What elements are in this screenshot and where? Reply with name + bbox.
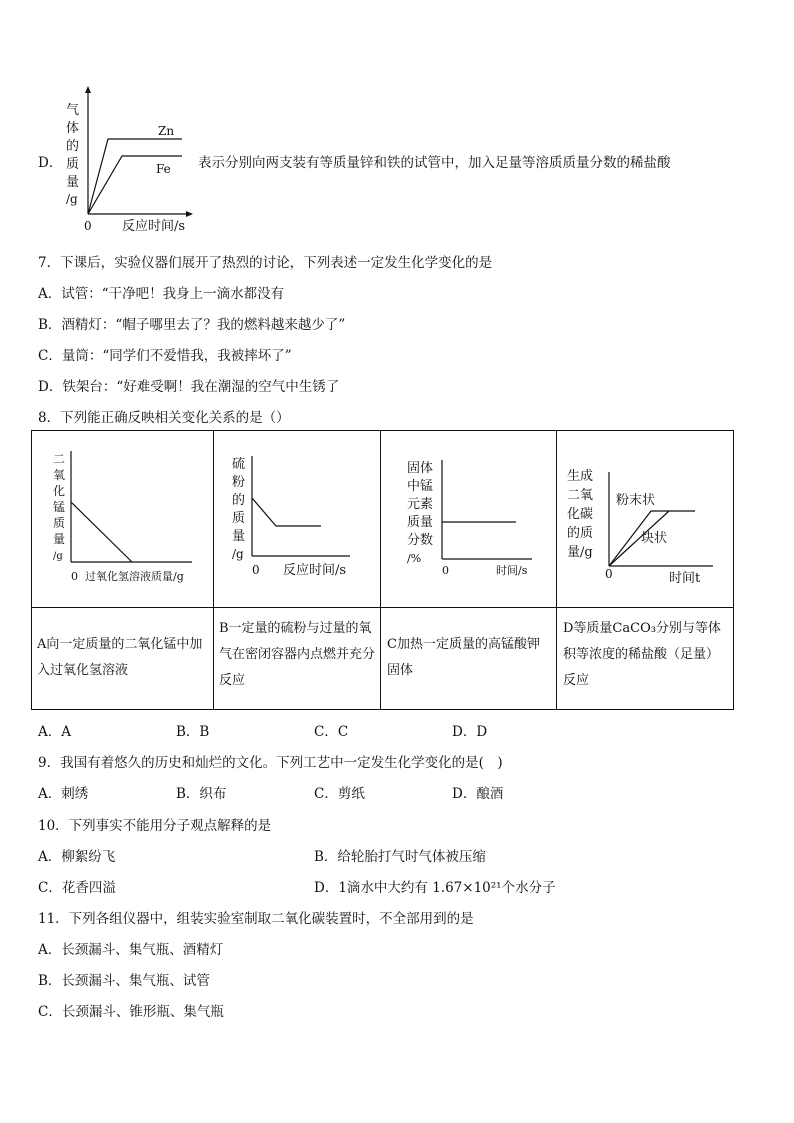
q8c-ylabel-2: 元素 bbox=[407, 497, 434, 512]
q7-option-d: D．铁架台：“好难受啊！我在潮湿的空气中生锈了 bbox=[38, 379, 340, 395]
q6-option-d-text: 表示分别向两支装有等质量锌和铁的试管中，加入足量等溶质质量分数的稀盐酸 bbox=[198, 155, 671, 171]
q8a-ylabel-1: 氧 bbox=[53, 468, 66, 482]
q6-graph-xlabel: 反应时间/s bbox=[122, 219, 186, 234]
q8a-xlabel: 过氧化氢溶液质量/g bbox=[85, 570, 184, 583]
q9-option-c: C．剪纸 bbox=[314, 786, 365, 802]
q10-option-c: C．花香四溢 bbox=[38, 880, 116, 896]
q10-option-a: A．柳絮纷飞 bbox=[38, 849, 116, 865]
q11-option-b: B．长颈漏斗、集气瓶、试管 bbox=[38, 973, 210, 989]
q8a-ylabel-0: 二 bbox=[53, 452, 66, 466]
q9-stem: 9．我国有着悠久的历史和灿烂的文化。下列工艺中一定发生化学变化的是( ) bbox=[38, 755, 503, 771]
q8a-ylabel-3: 锰 bbox=[53, 500, 66, 514]
q8b-ylabel-2: 的 bbox=[232, 493, 246, 508]
q8b-ylabel-5: /g bbox=[232, 547, 244, 561]
q6-graph-ylabel-4: 量 bbox=[66, 175, 80, 190]
q8b-origin: 0 bbox=[252, 563, 260, 577]
q8c-ylabel-0: 固体 bbox=[407, 461, 434, 476]
q8b-ylabel-4: 量 bbox=[232, 529, 246, 544]
q8-graph-d bbox=[565, 468, 725, 592]
q8c-ylabel-4: 分数 bbox=[407, 533, 434, 548]
q9-option-a: A．刺绣 bbox=[38, 786, 89, 802]
q8d-ylabel-1: 二氧 bbox=[567, 488, 594, 503]
q10-stem: 10．下列事实不能用分子观点解释的是 bbox=[38, 818, 272, 834]
q10-option-d: D．1滴水中大约有 1.67×10²¹个水分子 bbox=[314, 880, 556, 896]
q8c-origin: 0 bbox=[442, 564, 449, 577]
q8c-xlabel: 时间/s bbox=[496, 564, 528, 577]
q6-graph-ylabel-1: 体 bbox=[66, 121, 80, 136]
q6-graph bbox=[60, 84, 200, 236]
q8b-ylabel-1: 粉 bbox=[232, 475, 246, 490]
q8c-ylabel-3: 质量 bbox=[407, 515, 434, 530]
q8-graph-b bbox=[228, 452, 368, 580]
q7-stem: 7．下课后，实验仪器们展开了热烈的讨论，下列表述一定发生化学变化的是 bbox=[38, 255, 493, 271]
q8b-xlabel: 反应时间/s bbox=[283, 563, 347, 578]
q8a-ylabel-5: 量 bbox=[53, 532, 66, 546]
q8d-powder-label: 粉末状 bbox=[616, 493, 656, 508]
q7-option-c: C．量筒：“同学们不爱惜我，我被摔坏了” bbox=[38, 348, 292, 364]
q8-graph-c bbox=[400, 456, 540, 582]
q8-graph-a bbox=[40, 445, 210, 590]
q8-desc-c: C加热一定质量的高锰酸钾固体 bbox=[387, 637, 540, 678]
q9-option-b: B．织布 bbox=[176, 786, 227, 802]
q8d-lump-label: 块状 bbox=[641, 531, 668, 546]
q8d-ylabel-2: 化碳 bbox=[567, 507, 594, 522]
q6-graph-ylabel-3: 质 bbox=[66, 157, 80, 172]
q8-answer-c: C．C bbox=[314, 724, 349, 740]
q8c-ylabel-1: 中锰 bbox=[407, 479, 434, 494]
q8a-ylabel-6: /g bbox=[53, 551, 63, 562]
q11-stem: 11．下列各组仪器中，组装实验室制取二氧化碳装置时，不全部用到的是 bbox=[38, 911, 474, 927]
q6-graph-ylabel-0: 气 bbox=[66, 103, 80, 118]
q6-graph-ylabel-5: /g bbox=[66, 192, 78, 206]
q6-graph-zn-label: Zn bbox=[158, 124, 175, 138]
q8d-xlabel: 时间t bbox=[669, 571, 701, 586]
q6-option-d-label: D． bbox=[38, 155, 63, 171]
q8d-ylabel-0: 生成 bbox=[567, 469, 594, 484]
q6-graph-origin: 0 bbox=[84, 219, 92, 233]
q8-answer-a: A．A bbox=[38, 724, 71, 740]
q8-answer-b: B．B bbox=[176, 724, 210, 740]
q8d-ylabel-4: 量/g bbox=[567, 545, 593, 560]
q8-desc-d: D等质量CaCO₃分别与等体积等浓度的稀盐酸（足量）反应 bbox=[563, 621, 721, 688]
q8d-ylabel-3: 的质 bbox=[567, 526, 594, 541]
q8-stem: 8．下列能正确反映相关变化关系的是（） bbox=[38, 410, 290, 426]
q7-option-a: A．试管：“干净吧！我身上一滴水都没有 bbox=[38, 286, 285, 302]
q6-graph-fe-label: Fe bbox=[156, 162, 171, 176]
q8d-origin: 0 bbox=[605, 567, 613, 581]
q8-desc-b: B一定量的硫粉与过量的氧气在密闭容器内点燃并充分反应 bbox=[219, 621, 376, 688]
q8b-ylabel-3: 质 bbox=[232, 511, 246, 526]
q8c-ylabel-5: /% bbox=[407, 552, 422, 565]
q8b-ylabel-0: 硫 bbox=[232, 457, 246, 472]
q7-option-b: B．酒精灯：“帽子哪里去了？我的燃料越来越少了” bbox=[38, 317, 346, 333]
q8-answer-d: D．D bbox=[452, 724, 488, 740]
q6-graph-ylabel-2: 的 bbox=[66, 139, 80, 154]
q8-desc-a: A向一定质量的二氧化锰中加入过氧化氢溶液 bbox=[37, 637, 203, 678]
q11-option-a: A．长颈漏斗、集气瓶、酒精灯 bbox=[38, 942, 224, 958]
q9-option-d: D．酿酒 bbox=[452, 786, 504, 802]
q10-option-b: B．给轮胎打气时气体被压缩 bbox=[314, 849, 486, 865]
q8a-origin: 0 bbox=[71, 570, 78, 583]
q8a-ylabel-4: 质 bbox=[53, 516, 66, 530]
q11-option-c: C．长颈漏斗、锥形瓶、集气瓶 bbox=[38, 1004, 224, 1020]
q8a-ylabel-2: 化 bbox=[53, 484, 66, 498]
